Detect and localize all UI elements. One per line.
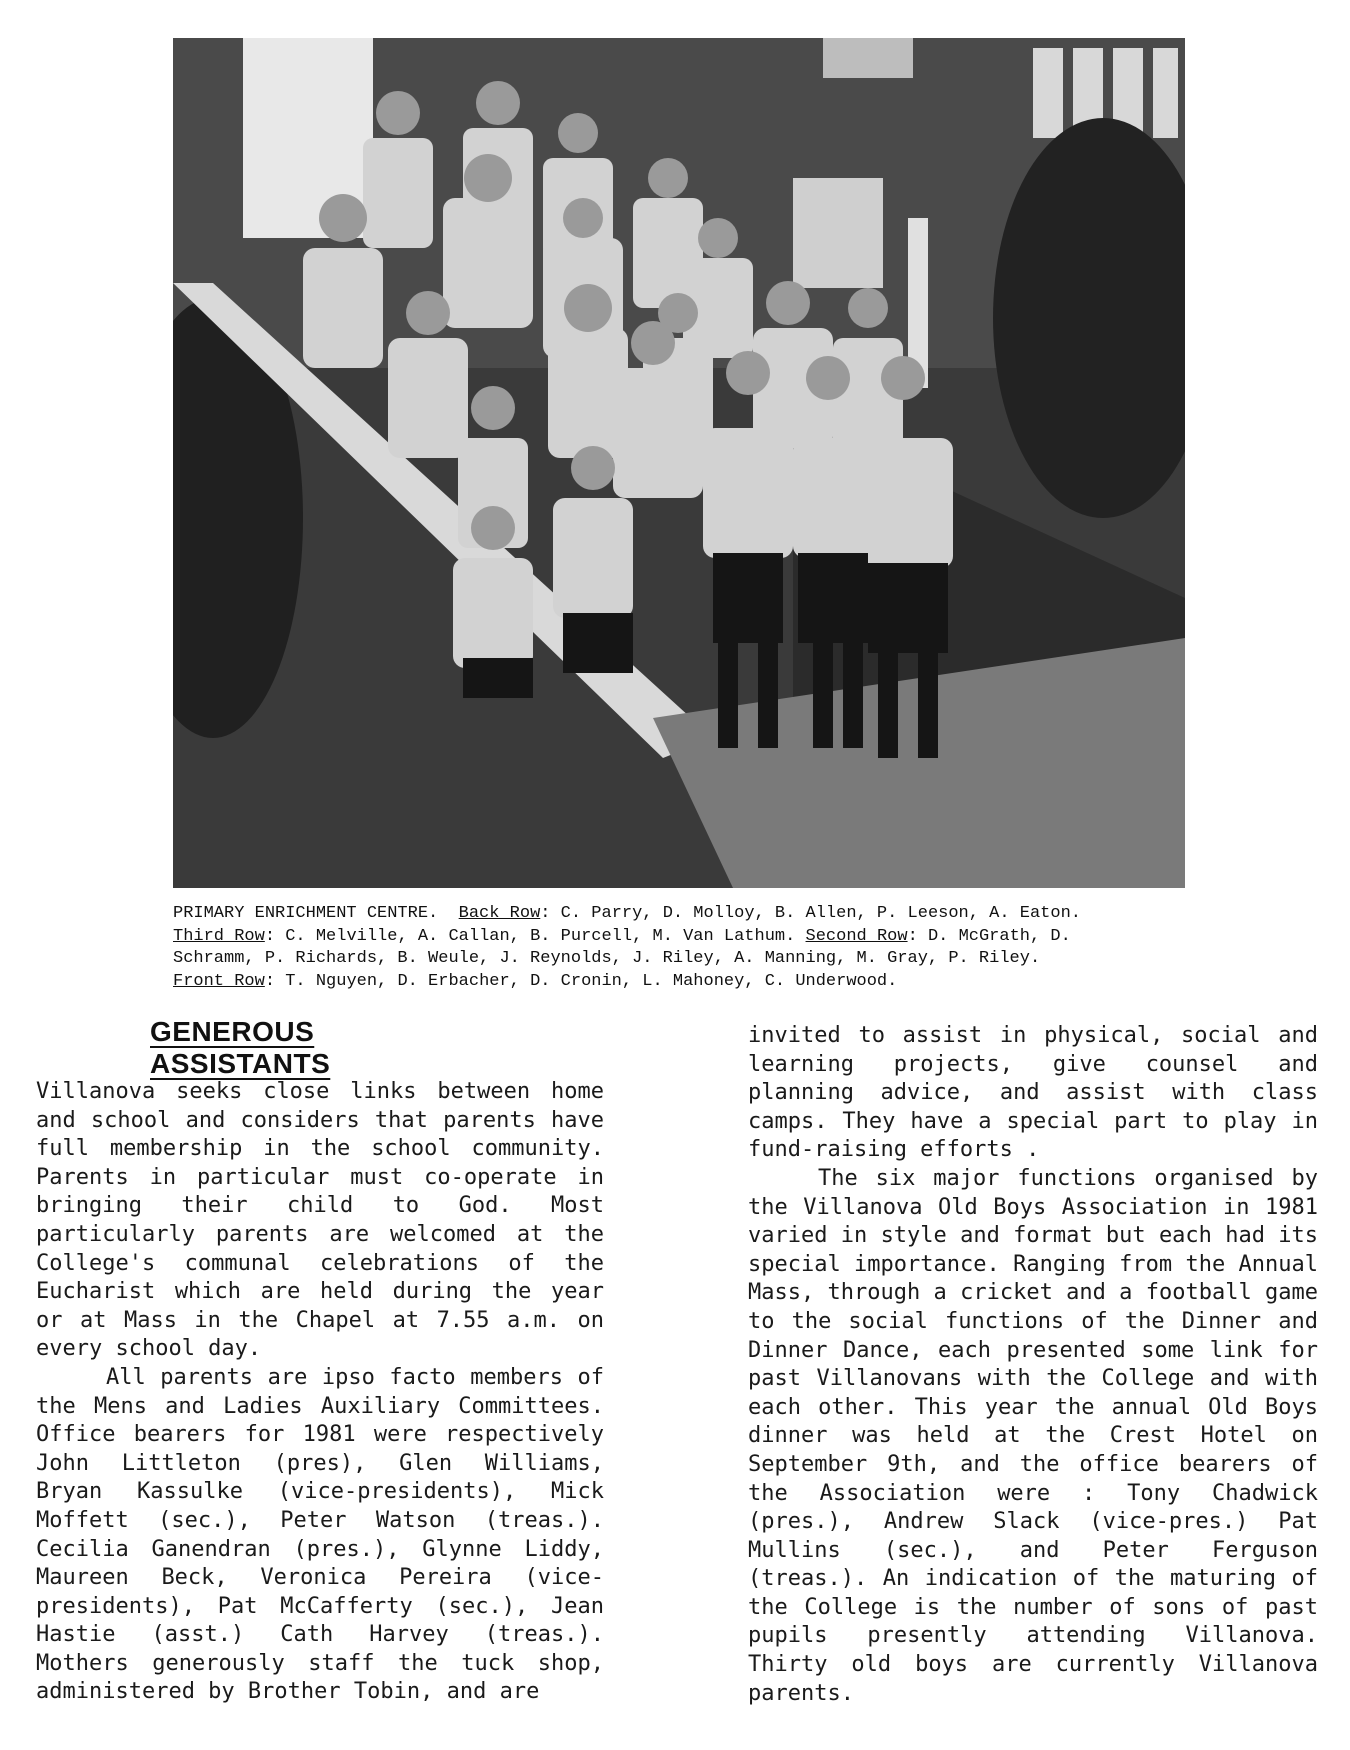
caption-second-row-label: Second Row: [805, 926, 908, 946]
caption-front-row-label: Front Row: [173, 971, 265, 991]
caption-front-row-names: : T. Nguyen, D. Erbacher, D. Cronin, L. Mahoney, C. Underwood.: [264, 971, 898, 991]
article-paragraph: Villanova seeks close links between home and school and considers that parents have full membership in the school community. Parents in particular must co-operate in bringing their child to God. Most particularly parents are welcomed at the College's communal celebrations of the Eucharist which are held during the year or at Mass in the Chapel at 7.55 a.m. on every school day.: [36, 1079, 604, 1362]
article-paragraph: The six major functions organised by the Villanova Old Boys Association in 1981 varied in style and format but each had its special importance. Ranging from the Annual Mass, through a cricket and a football game to the social functions of the Dinner and Dinner Dance, each presented some link for past Villanovans with the College and with each other. This year the annual Old Boys dinner was held at the Crest Hotel on September 9th, and the office bearers of the Association were : Tony Chadwick (pres.), Andrew Slack (vice-pres.) Pat Mullins (sec.), and Peter Ferguson (treas.). An indication of the maturing of the College is the number of sons of past pupils presently attending Villanova. Thirty old boys are currently Villanova parents.: [748, 1165, 1318, 1706]
caption-line-4: [173, 971, 1193, 994]
caption-second-row-names-1: : D. McGrath, D.: [907, 926, 1071, 946]
caption-third-row-names: : C. Melville, A. Callan, B. Purcell, M. Van Lathum.: [264, 926, 796, 946]
caption-back-row-label: Back Row: [458, 904, 541, 923]
caption-line-1: [173, 903, 1193, 926]
caption-back-row-names: : C. Parry, D. Molloy, B. Allen, P. Leeson, A. Eaton.: [540, 904, 1081, 923]
caption-second-row-names-2: Schramm, P. Richards, B. Weule, J. Reynolds, J. Riley, A. Manning, M. Gray, P. Riley.: [173, 949, 1041, 968]
article-right-column: [748, 1022, 1318, 1708]
article-heading: GENEROUS ASSISTANTS: [150, 1016, 331, 1079]
article-paragraph: All parents are ipso facto members of the Mens and Ladies Auxiliary Committees. Office bearers for 1981 were respectively John Littleton (pres), Glen Williams, Bryan Kassulke (vice-presidents), Mick Moffett (sec.), Peter Watson (treas.). Cecilia Ganendran (pres.), Glynne Liddy, Maureen Beck, Veronica Pereira (vice-presidents), Pat McCafferty (sec.), Jean Hastie (asst.) Cath Harvey (treas.). Mothers generously staff the tuck shop, administered by Brother Tobin, and are: [36, 1364, 604, 1705]
caption-line-3: [173, 948, 1193, 971]
article-left-column: [36, 1078, 604, 1707]
photo-caption: [173, 903, 1193, 993]
caption-line-2: [173, 926, 1193, 949]
article-paragraph: invited to assist in physical, social and learning projects, give counsel and planning advice, and assist with class camps. They have a special part to play in fund-raising efforts .: [748, 1023, 1318, 1163]
caption-third-row-label: Third Row: [173, 926, 265, 946]
caption-intro: PRIMARY ENRICHMENT CENTRE.: [173, 904, 439, 923]
photo-illustration: [173, 38, 1185, 888]
group-photo: [173, 38, 1185, 888]
